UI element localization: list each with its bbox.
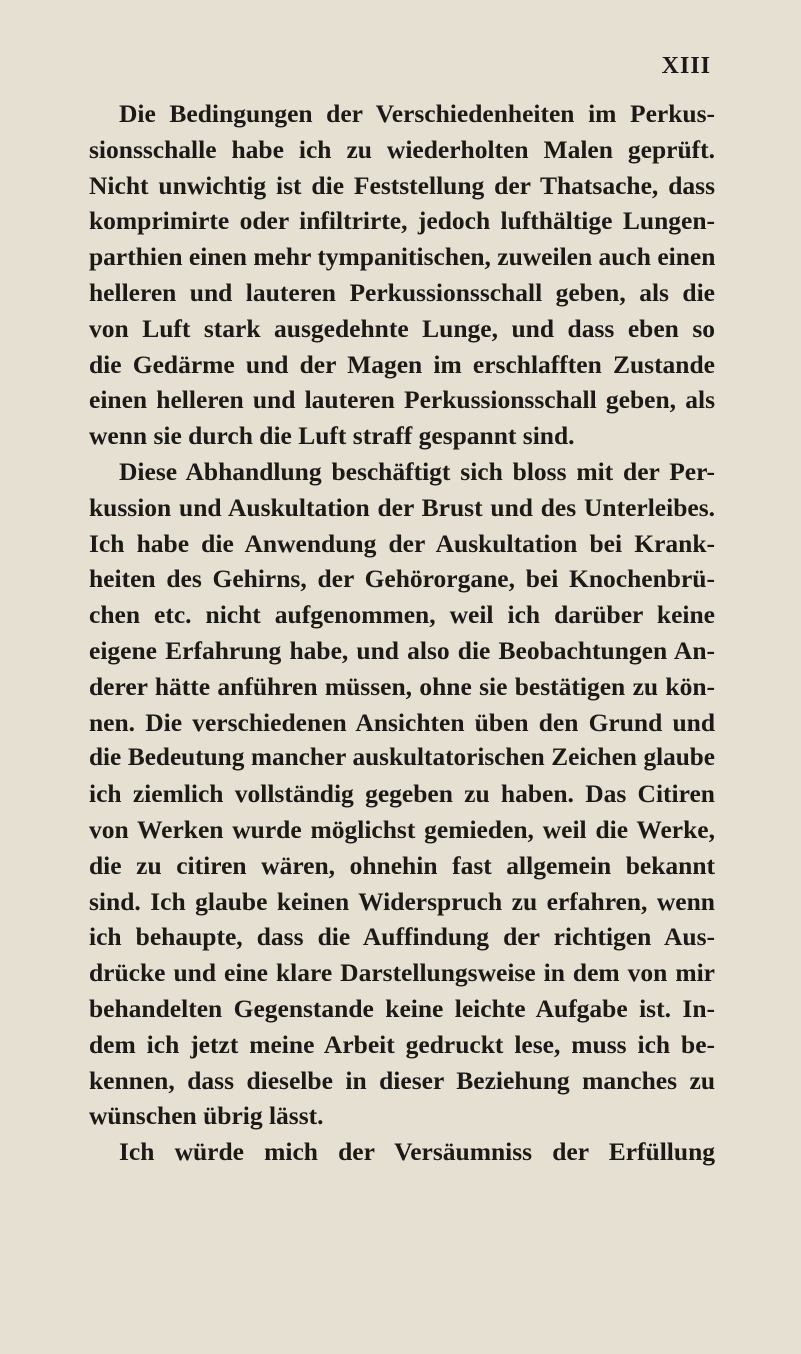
text-line: drücke und eine klare Darstellungsweise in dem von mir bbox=[89, 958, 715, 988]
text-line: von Luft stark ausgedehnte Lunge, und dass eben so bbox=[89, 313, 715, 343]
text-line: kennen, dass dieselbe in dieser Beziehung manches zu bbox=[89, 1065, 715, 1095]
text-line: einen helleren und lauteren Perkussionsschall geben, als bbox=[89, 385, 715, 415]
text-line: behandelten Gegenstande keine leichte Aufgabe ist. In- bbox=[89, 993, 715, 1023]
text-line: dem ich jetzt meine Arbeit gedruckt lese, muss ich be- bbox=[89, 1029, 715, 1059]
text-line: chen etc. nicht aufgenommen, weil ich darüber keine bbox=[89, 600, 715, 630]
text-line: Ich würde mich der Versäumniss der Erfüllung bbox=[119, 1137, 715, 1167]
text-line: Die Bedingungen der Verschiedenheiten im Perkus- bbox=[119, 99, 715, 128]
text-line: parthien einen mehr tympanitischen, zuweilen auch einen bbox=[89, 242, 716, 272]
text-line: von Werken wurde möglichst gemieden, weil die Werke, bbox=[89, 814, 715, 844]
text-line: kussion und Auskultation der Brust und des Unterleibes. bbox=[89, 492, 715, 522]
text-line: derer hätte anführen müssen, ohne sie bestätigen zu kön- bbox=[89, 671, 715, 701]
page-number: XIII bbox=[661, 53, 711, 79]
text-line: sind. Ich glaube keinen Widerspruch zu erfahren, wenn bbox=[89, 886, 715, 916]
text-line: die zu citiren wären, ohnehin fast allgemein bekannt bbox=[89, 850, 715, 880]
text-line: wünschen übrig lässt. bbox=[89, 1101, 324, 1131]
text-line: Diese Abhandlung beschäftigt sich bloss mit der Per- bbox=[119, 456, 715, 486]
body-text bbox=[89, 96, 715, 1170]
text-line: sionsschalle habe ich zu wiederholten Malen geprüft. bbox=[89, 134, 715, 164]
text-line: Ich habe die Anwendung der Auskultation bei Krank- bbox=[89, 528, 715, 558]
text-line: komprimirte oder infiltrirte, jedoch lufthältige Lungen- bbox=[89, 206, 715, 236]
text-line: die Bedeutung mancher auskultatorischen Zeichen glaube bbox=[89, 743, 715, 772]
text-line: ich behaupte, dass die Auffindung der richtigen Aus- bbox=[89, 922, 715, 952]
text-line: ich ziemlich vollständig gegeben zu haben. Das Citiren bbox=[89, 779, 715, 809]
text-line: heiten des Gehirns, der Gehörorgane, bei Knochenbrü- bbox=[89, 564, 715, 594]
text-line: nen. Die verschiedenen Ansichten üben den Grund und bbox=[89, 707, 715, 737]
text-line: die Gedärme und der Magen im erschlafften Zustande bbox=[89, 349, 715, 379]
text-line: Nicht unwichtig ist die Feststellung der Thatsache, dass bbox=[89, 170, 715, 200]
text-line: helleren und lauteren Perkussionsschall geben, als die bbox=[89, 277, 715, 307]
text-line: eigene Erfahrung habe, und also die Beobachtungen An- bbox=[89, 635, 715, 665]
text-line: wenn sie durch die Luft straff gespannt sind. bbox=[89, 421, 575, 451]
